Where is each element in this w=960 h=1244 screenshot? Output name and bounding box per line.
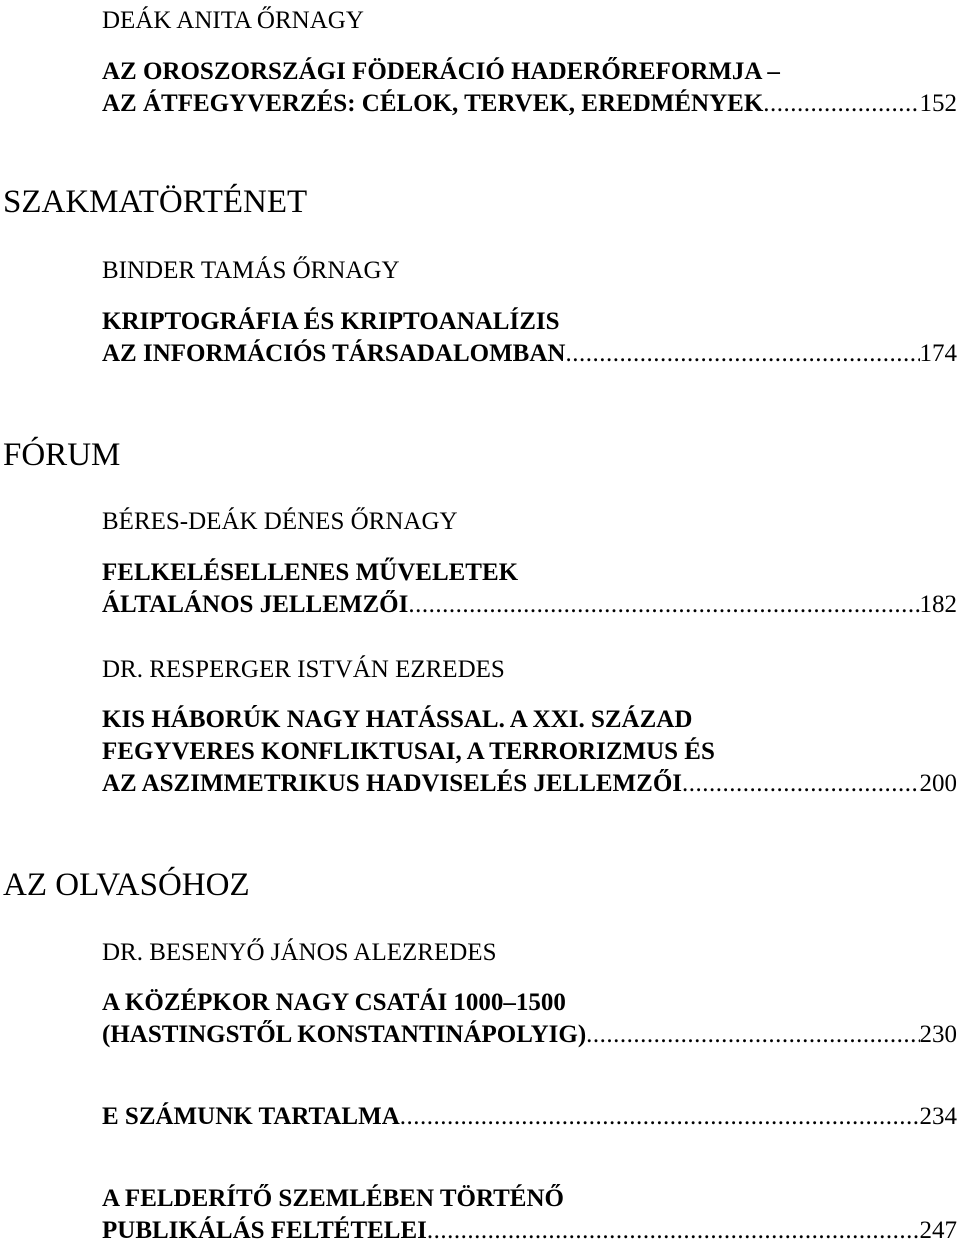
entry-title-line: (HASTINGSTŐL KONSTANTINÁPOLYIG) (102, 1021, 587, 1048)
page-number: 152 (919, 90, 957, 117)
dot-leader (400, 1104, 920, 1129)
page-number: 182 (919, 591, 957, 618)
dot-leader (682, 771, 919, 796)
entry-author: BINDER TAMÁS ŐRNAGY (102, 257, 400, 284)
entry-title-line: A KÖZÉPKOR NAGY CSATÁI 1000–1500 (102, 989, 566, 1016)
entry-author: DEÁK ANITA ŐRNAGY (102, 7, 364, 34)
entry-title-line: AZ INFORMÁCIÓS TÁRSADALOMBAN (102, 340, 566, 367)
toc-entry-row[interactable] (102, 592, 957, 617)
page-number: 230 (919, 1021, 957, 1048)
toc-entry-row[interactable] (102, 1022, 957, 1047)
dot-leader (427, 1218, 920, 1243)
entry-title-line: AZ ASZIMMETRIKUS HADVISELÉS JELLEMZŐI (102, 770, 683, 797)
entry-title-line: FEGYVERES KONFLIKTUSAI, A TERRORIZMUS ÉS (102, 738, 715, 765)
entry-title-line: A FELDERÍTŐ SZEMLÉBEN TÖRTÉNŐ (102, 1185, 564, 1212)
entry-title-line: KRIPTOGRÁFIA ÉS KRIPTOANALÍZIS (102, 308, 560, 335)
dot-leader (586, 1022, 919, 1047)
entry-title-line: AZ ÁTFEGYVERZÉS: CÉLOK, TERVEK, EREDMÉNYEK (102, 90, 764, 117)
section-heading: AZ OLVASÓHOZ (3, 867, 250, 903)
entry-title-line: E SZÁMUNK TARTALMA (102, 1103, 400, 1130)
dot-leader (763, 91, 919, 116)
dot-leader (408, 592, 919, 617)
entry-title-line: AZ OROSZORSZÁGI FÖDERÁCIÓ HADERŐREFORMJA – (102, 58, 780, 85)
toc-entry-row[interactable] (102, 1218, 957, 1243)
toc-entry-row[interactable] (102, 1104, 957, 1129)
entry-title-line: KIS HÁBORÚK NAGY HATÁSSAL. A XXI. SZÁZAD (102, 706, 693, 733)
toc-entry-row[interactable] (102, 91, 957, 116)
entry-title-line: FELKELÉSELLENES MŰVELETEK (102, 559, 519, 586)
entry-author: BÉRES-DEÁK DÉNES ŐRNAGY (102, 508, 458, 535)
toc-entry-row[interactable] (102, 341, 957, 366)
page-number: 234 (919, 1103, 957, 1130)
page-number: 200 (919, 770, 957, 797)
entry-author: DR. BESENYŐ JÁNOS ALEZREDES (102, 939, 497, 966)
page-number: 247 (919, 1217, 957, 1244)
page-number: 174 (919, 340, 957, 367)
entry-title-line: PUBLIKÁLÁS FELTÉTELEI (102, 1217, 427, 1244)
section-heading: SZAKMATÖRTÉNET (3, 184, 308, 220)
entry-author: DR. RESPERGER ISTVÁN EZREDES (102, 656, 505, 683)
entry-title-line: ÁLTALÁNOS JELLEMZŐI (102, 591, 409, 618)
dot-leader (565, 341, 919, 366)
toc-entry-row[interactable] (102, 771, 957, 796)
section-heading: FÓRUM (3, 437, 121, 473)
